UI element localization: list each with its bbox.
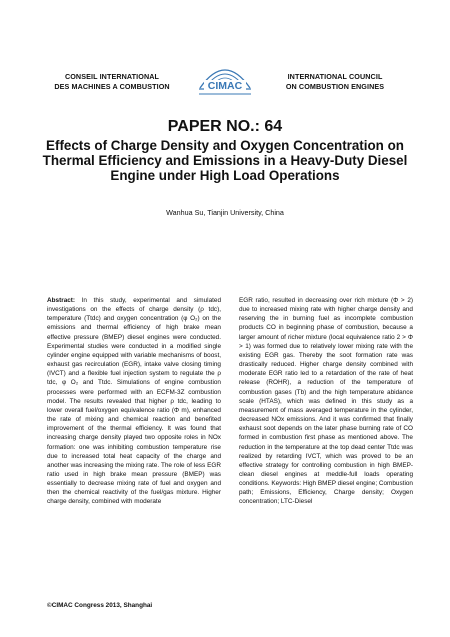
left-org-line1: CONSEIL INTERNATIONAL: [64, 72, 160, 81]
left-organization: [52, 72, 172, 92]
abstract-left-column: [47, 296, 221, 507]
logo-text: CIMAC: [207, 80, 243, 92]
cimac-logo: [196, 58, 254, 102]
paper-title: Effects of Charge Density and Oxygen Concentration on Thermal Efficiency and Emissions in a Heavy-Duty Diesel Engine under High Load Operations: [42, 138, 408, 183]
footer-copyright: ©CIMAC Congress 2013, Shanghai: [47, 602, 153, 609]
authors: Wanhua Su, Tianjin University, China: [166, 208, 284, 217]
abstract: [47, 296, 413, 507]
right-org-line2: ON COMBUSTION ENGINES: [285, 82, 385, 91]
right-org-line1: INTERNATIONAL COUNCIL: [287, 72, 383, 81]
abstract-right-text: EGR ratio, resulted in decreasing over rich mixture (Φ > 2) due to increased mixing rate with higher charge density and reserving the in burning fuel as incomplete combustion products CO in beginning phase of combustion, because a larger amount of richer mixture (local equivalence ratio 2 > Φ > 1) was formed due to relatively lower mixing rate with the existing EGR gas. Thereby the soot formation rate was drastically reduced. Higher charge density combined with moderate EGR ratio led to a retardation of the rate of heat release (ROHR), a reduction of the temperature of combustion gases (Tb) and the high temperature abidance scale (HTAS), which was defined in this study as a measurement of mass averaged temperature in the cylinder, decreased NOx emissions. And it was confirmed that finally exhaust soot depends on the later phase burning rate of CO formed in combustion first phase as mentioned above. The reduction in the temperature at the top dead center Ttdc was realized by retarding IVCT, which was proved to be an effective strategy for controlling combustion in high BMEP-clean diesel engines at meddle-full loads operating conditions. Keywords: High BMEP diesel engine; Combustion path; Emissions, Efficiency, Charge density; Oxygen concentration; LTC-Diesel: [239, 297, 413, 506]
abstract-right-column: [239, 296, 413, 507]
abstract-left-text: In this study, experimental and simulated investigations on the effects of charge density (ρ tdc), temperature (Ttdc) and oxygen concentration (φ O₂) on the emissions and thermal efficiency of high brake mean effective pressure (BMEP) diesel engines were conducted. Experimental studies were conducted in a modified single cylinder engine equipped with variable mechanisms of boost, exhaust gas recirculation (EGR), intake valve closing timing (IVCT) and a flexible fuel injection system to regulate the ρ tdc, φ O₂ and Ttdc. Simulations of engine combustion processes were performed with an ECFM-3Z combustion model. The results revealed that higher ρ tdc, leading to lower overall fuel/oxygen equivalence ratio (Φ m), enhanced the rate of mixing and chemical reaction and benefited improvement of the thermal efficiency. It was found that increasing charge density played two opposite roles in NOx formation: one was inhibiting combustion temperature rise due to increased total heat capacity of the charge and another was increasing the mixing rate. The role of less EGR ratio used in high brake mean pressure (BMEP) was essentially to decrease mixing rate of fuel and oxygen and then the chemical reactivity of the fuel/gas mixture. Higher charge density, combined with moderate: [47, 297, 222, 506]
right-organization: [270, 72, 400, 92]
paper-number: PAPER NO.: 64: [167, 118, 283, 135]
left-org-line2: DES MACHINES A COMBUSTION: [54, 82, 170, 91]
abstract-label: Abstract:: [47, 297, 76, 304]
